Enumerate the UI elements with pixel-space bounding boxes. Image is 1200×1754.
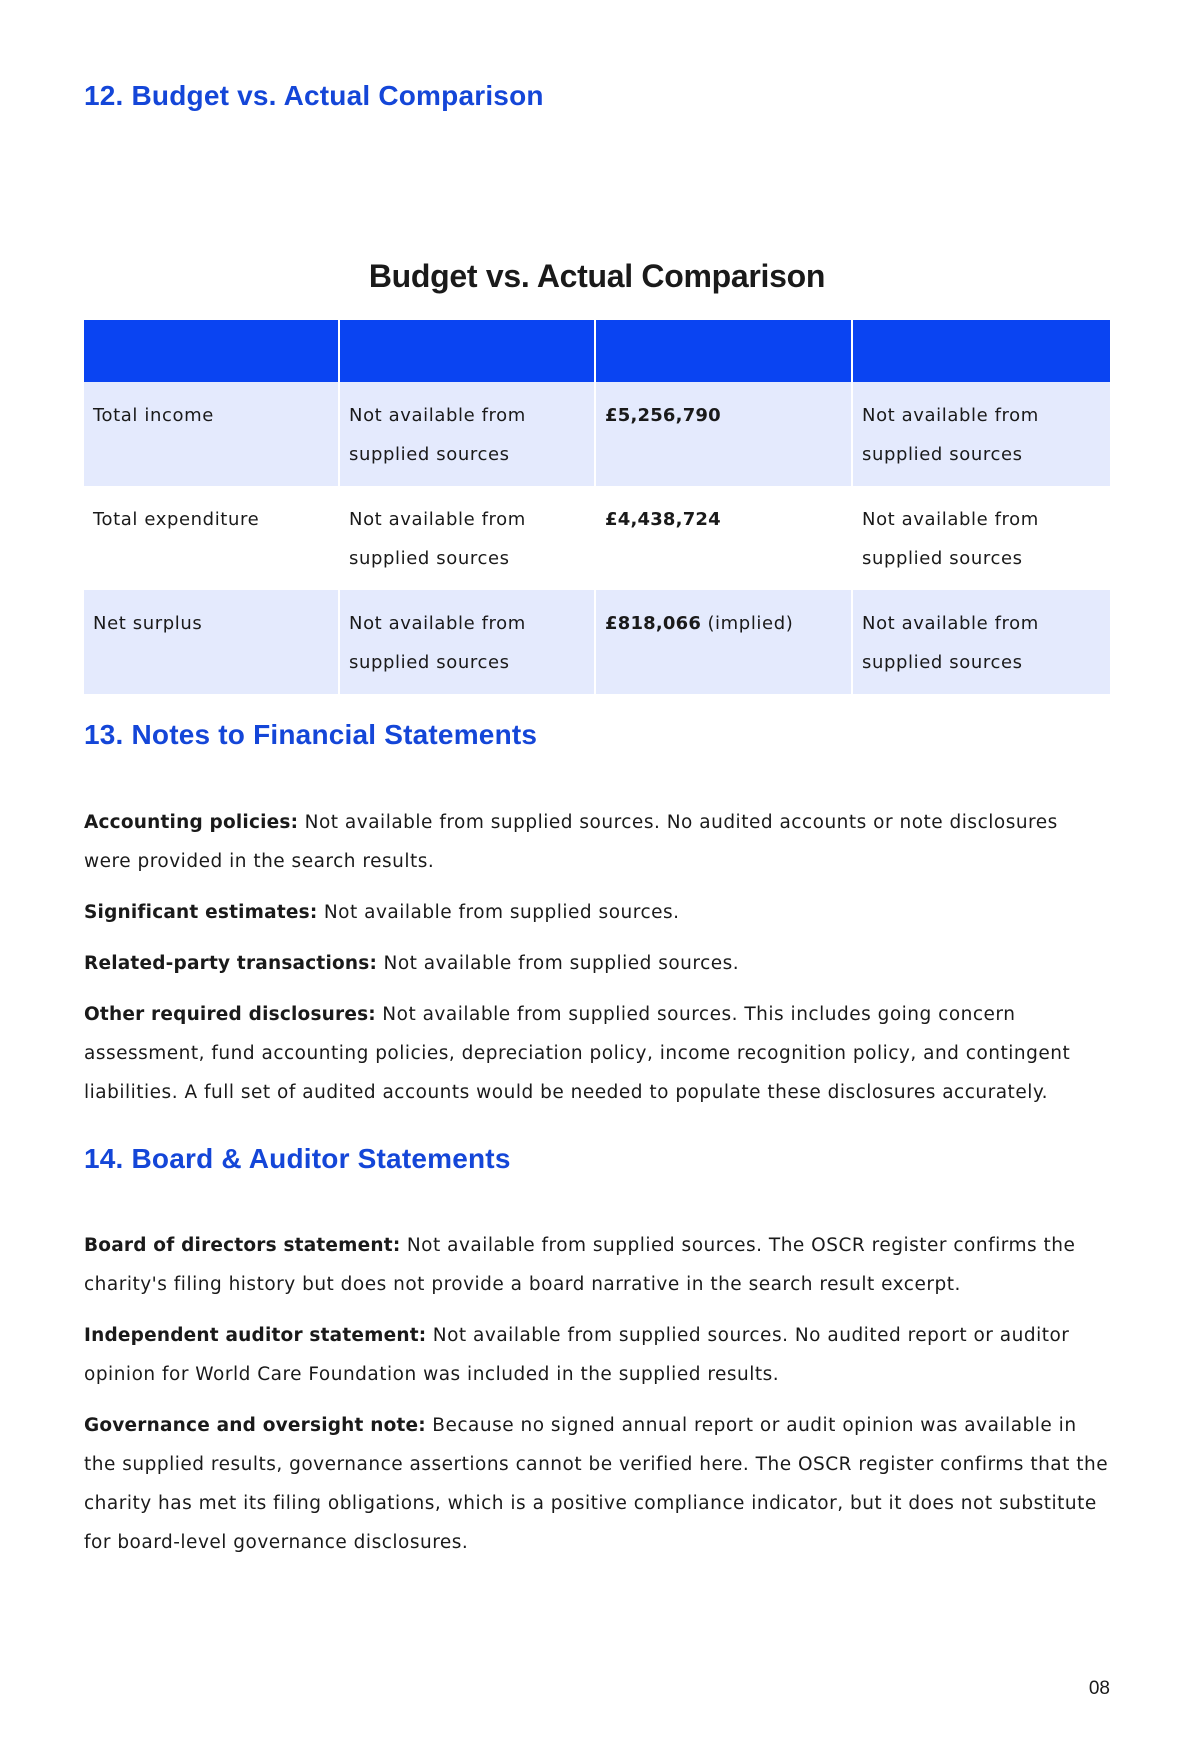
- note-related-party: [84, 944, 1110, 983]
- header-cell: [596, 320, 853, 382]
- budget-cell: Not available from supplied sources: [340, 486, 596, 590]
- note-text: Not available from supplied sources.: [323, 902, 680, 923]
- table-row: [84, 382, 1110, 486]
- table-row: [84, 590, 1110, 694]
- note-text: Not available from supplied sources.: [383, 953, 740, 974]
- section-heading-board: 14. Board & Auditor Statements: [84, 1143, 511, 1174]
- note-label: Significant estimates:: [84, 902, 318, 923]
- actual-note: (implied): [707, 613, 794, 634]
- budget-cell: Not available from supplied sources: [340, 382, 596, 486]
- note-accounting-policies: [84, 803, 1110, 881]
- note-label: Other required disclosures:: [84, 1004, 376, 1025]
- note-significant-estimates: [84, 893, 1110, 932]
- header-cell: [84, 320, 340, 382]
- page-number: 08: [1088, 1678, 1110, 1699]
- header-cell: [340, 320, 596, 382]
- statement-label: Governance and oversight note:: [84, 1415, 426, 1436]
- statement-text: Because no signed annual report or audit opinion was available in the supplied results, governance assertions cannot be verified here. The OSCR register confirms that the charity has met its filing obligations, which is a positive compliance indicator, but it does not substitute for board-level governance disclosures.: [84, 1415, 1109, 1553]
- section-heading-budget: 12. Budget vs. Actual Comparison: [84, 80, 544, 111]
- variance-cell: Not available from supplied sources: [853, 590, 1110, 694]
- table-header: [84, 320, 1110, 382]
- row-label: Net surplus: [84, 590, 340, 694]
- statement-board: [84, 1226, 1110, 1304]
- note-text: Not available from supplied sources. No audited accounts or note disclosures were provided in the search results.: [84, 812, 1058, 872]
- statement-text: Not available from supplied sources. The OSCR register confirms the charity's filing history but does not provide a board narrative in the search result excerpt.: [84, 1235, 1076, 1295]
- actual-cell: [596, 486, 853, 590]
- statement-auditor: [84, 1316, 1110, 1394]
- statement-text: Not available from supplied sources. No audited report or auditor opinion for World Care Foundation was included in the supplied results.: [84, 1325, 1070, 1385]
- statement-label: Board of directors statement:: [84, 1235, 401, 1256]
- budget-cell: Not available from supplied sources: [340, 590, 596, 694]
- statement-label: Independent auditor statement:: [84, 1325, 427, 1346]
- note-text: Not available from supplied sources. This includes going concern assessment, fund accounting policies, depreciation policy, income recognition policy, and contingent liabilities. A full set of audited accounts would be needed to populate these disclosures accurately.: [84, 1004, 1071, 1103]
- actual-value: £5,256,790: [605, 405, 721, 426]
- variance-cell: Not available from supplied sources: [853, 382, 1110, 486]
- row-label: Total expenditure: [84, 486, 340, 590]
- note-label: Accounting policies:: [84, 812, 299, 833]
- section-heading-notes: 13. Notes to Financial Statements: [84, 719, 538, 750]
- budget-actual-table: [84, 320, 1110, 694]
- actual-cell: [596, 590, 853, 694]
- actual-value: £818,066: [605, 613, 702, 634]
- note-other-disclosures: [84, 995, 1110, 1112]
- note-label: Related-party transactions:: [84, 953, 378, 974]
- statement-governance: [84, 1406, 1110, 1562]
- table-row: [84, 486, 1110, 590]
- row-label: Total income: [84, 382, 340, 486]
- table-title: Budget vs. Actual Comparison: [368, 258, 826, 294]
- actual-value: £4,438,724: [605, 509, 721, 530]
- header-cell: [853, 320, 1110, 382]
- variance-cell: Not available from supplied sources: [853, 486, 1110, 590]
- actual-cell: [596, 382, 853, 486]
